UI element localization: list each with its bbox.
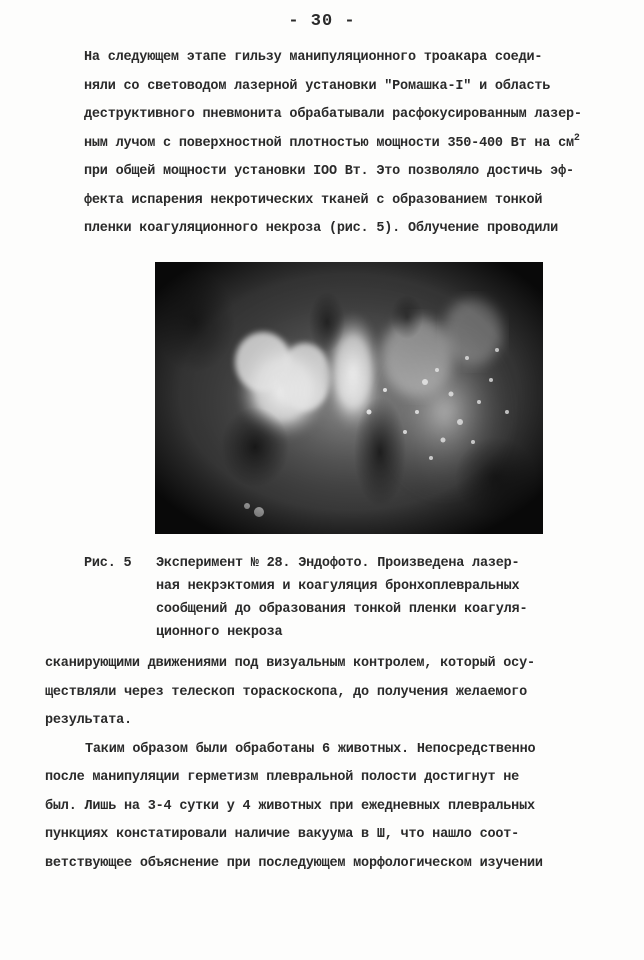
caption-text bbox=[156, 552, 596, 644]
page-number: - 30 - bbox=[288, 12, 356, 31]
figure-label: Рис. 5 bbox=[84, 556, 132, 571]
text-line: пункциях констатировали наличие вакуума в Ш, что нашло соот- bbox=[45, 827, 520, 842]
text-line: результата. bbox=[45, 713, 132, 728]
superscript: 2 bbox=[573, 132, 580, 144]
text-line: няли со световодом лазерной установки "Ромашка-I" и область bbox=[84, 78, 551, 94]
endoscopic-photo bbox=[155, 262, 543, 534]
caption-line: сообщений до образования тонкой пленки коагуля- bbox=[156, 602, 528, 617]
text-line: пленки коагуляционного некроза (рис. 5). Облучение проводили bbox=[84, 221, 559, 236]
caption-line: ная некрэктомия и коагуляция бронхоплевральных bbox=[156, 579, 520, 594]
text-line: был. Лишь на 3-4 сутки у 4 животных при ежедневных плевральных bbox=[45, 798, 535, 814]
top-paragraph bbox=[84, 44, 604, 244]
text-line-with-superscript bbox=[84, 130, 604, 159]
bottom-paragraph bbox=[45, 650, 605, 878]
text-line: ным лучом с поверхностной плотностью мощности 350-400 Вт на см bbox=[84, 135, 574, 151]
text-line: ществляли через телескоп тораскоскопа, до получения желаемого bbox=[45, 684, 527, 700]
text-line: при общей мощности установки IOO Вт. Это позволяло достичь эф- bbox=[84, 164, 574, 179]
text-line: деструктивного пневмонита обрабатывали расфокусированным лазер- bbox=[84, 107, 582, 122]
text-line: На следующем этапе гильзу манипуляционного троакара соеди- bbox=[84, 50, 543, 65]
text-line: Таким образом были обработаны 6 животных. Непосредственно bbox=[85, 741, 536, 757]
text-line: сканирующими движениями под визуальным контролем, который осу- bbox=[45, 656, 535, 671]
text-line: после манипуляции герметизм плевральной полости достигнут не bbox=[45, 770, 520, 785]
text-line: ветствующее объяснение при последующем морфологическом изучении bbox=[45, 855, 543, 871]
caption-line: Эксперимент № 28. Эндофото. Произведена лазер- bbox=[156, 556, 520, 571]
endoscopic-photo-image bbox=[155, 262, 543, 534]
caption-line: ционного некроза bbox=[156, 625, 283, 640]
text-line: фекта испарения некротических тканей с образованием тонкой bbox=[84, 192, 543, 208]
